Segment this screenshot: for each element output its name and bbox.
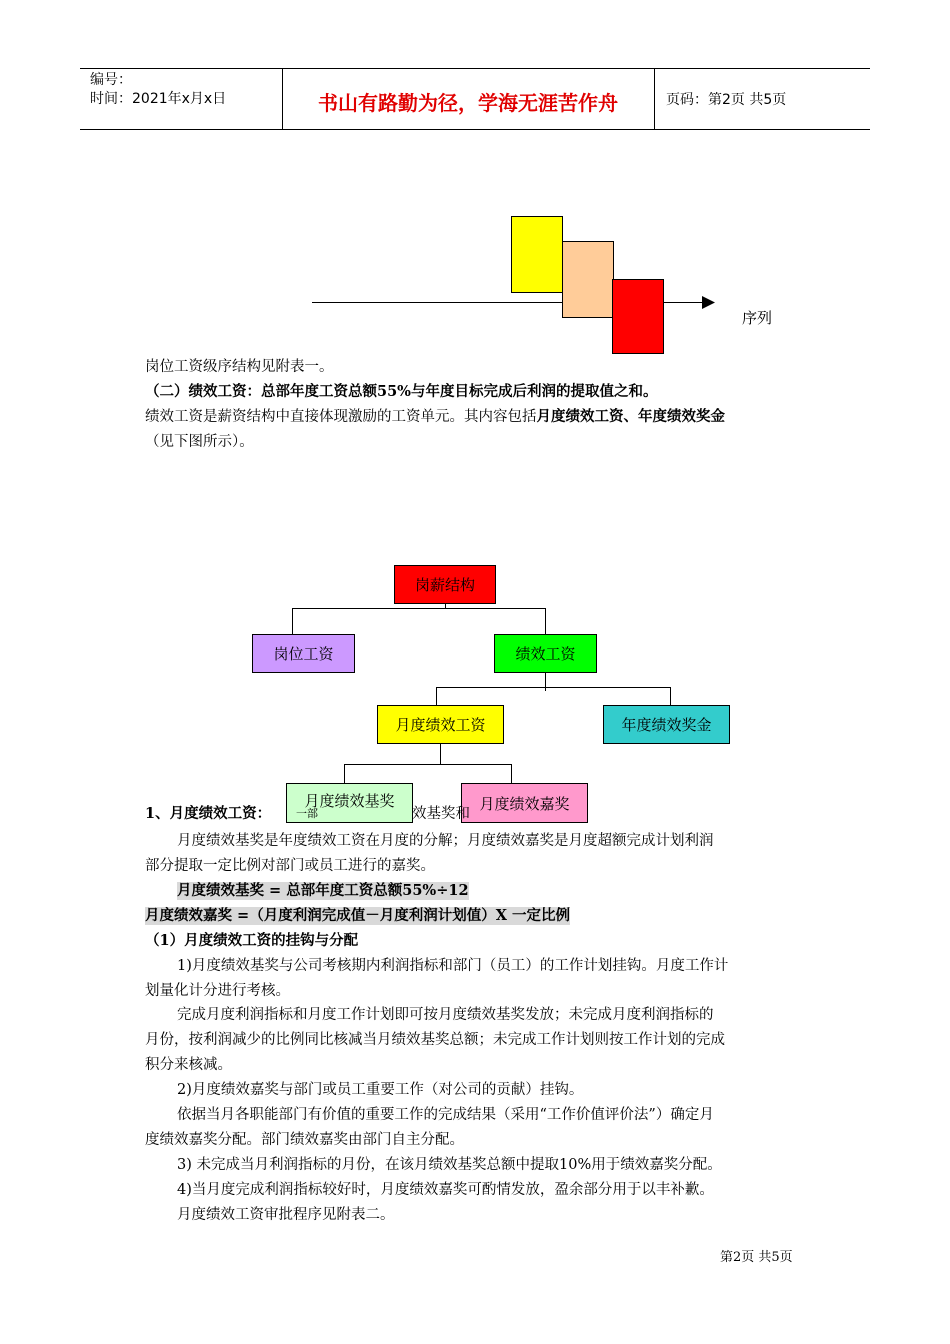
paragraph: 3) 未完成当月利润指标的月份，在该月绩效基奖总额中提取10%用于绩效嘉奖分配。 (177, 1157, 722, 1173)
bar-peach (562, 241, 614, 318)
axis-arrow-icon (702, 296, 716, 309)
connector (670, 687, 671, 705)
section-title-tail: 效基奖和 (412, 806, 470, 822)
paragraph: 月度绩效工资审批程序见附表二。 (177, 1207, 395, 1223)
paragraph: 度绩效嘉奖分配。部门绩效嘉奖由部门自主分配。 (145, 1132, 464, 1148)
text: 绩效工资是薪资结构中直接体现激励的工资单元。其内容包括 (145, 409, 537, 425)
connector (545, 608, 546, 634)
header-number: 编号： (90, 72, 132, 88)
bar-yellow (511, 216, 563, 293)
section-title: 1、月度绩效工资： (145, 805, 272, 822)
node-monthly-bonus: 月度绩效嘉奖 (461, 783, 588, 823)
connector (292, 608, 546, 609)
header-divider (654, 69, 655, 129)
header-motto: 书山有路勤为径，学海无涯苦作舟 (318, 91, 618, 115)
section-heading: （二）绩效工资：总部年度工资总额55%与年度目标完成后利润的提取值之和。 (145, 383, 658, 400)
header-time: 时间：2021年x月x日 (90, 91, 227, 107)
node-performance-salary: 绩效工资 (494, 634, 597, 673)
connector (545, 673, 546, 691)
subsection-title: （1）月度绩效工资的挂钩与分配 (145, 932, 359, 949)
paragraph: 1)月度绩效基奖与公司考核期内利润指标和部门（员工）的工作计划挂钩。月度工作计 (177, 958, 729, 974)
paragraph: 完成月度利润指标和月度工作计划即可按月度绩效基奖发放；未完成月度利润指标的 (177, 1007, 714, 1023)
axis-label: 序列 (742, 309, 773, 327)
connector (436, 687, 671, 688)
connector (440, 744, 441, 765)
node-post-salary: 岗位工资 (252, 634, 355, 673)
formula-base: 月度绩效基奖 = 总部年度工资总额55%÷12 (177, 882, 469, 899)
node-annual-bonus: 年度绩效奖金 (603, 705, 730, 744)
connector (344, 764, 512, 765)
node-monthly-base: 月度绩效基奖 (286, 783, 413, 823)
overlap-mark: 一部 (296, 807, 318, 820)
paragraph (145, 408, 725, 426)
formula-bonus: 月度绩效嘉奖 =（月度利润完成值－月度利润计划值）X 一定比例 (145, 907, 570, 924)
paragraph: （见下图所示）。 (145, 434, 254, 450)
paragraph: 2)月度绩效嘉奖与部门或员工重要工作（对公司的贡献）挂钩。 (177, 1082, 584, 1098)
paragraph: 月度绩效基奖是年度绩效工资在月度的分解；月度绩效嘉奖是月度超额完成计划利润 (177, 833, 714, 849)
paragraph: 岗位工资级序结构见附表一。 (145, 359, 334, 375)
node-monthly-salary: 月度绩效工资 (377, 705, 504, 744)
page-footer: 第2页 共5页 (720, 1250, 793, 1265)
connector (292, 608, 293, 634)
node-root: 岗薪结构 (394, 565, 496, 604)
header-meta (90, 71, 226, 109)
paragraph: 4)当月度完成利润指标较好时，月度绩效嘉奖可酌情发放，盈余部分用于以丰补歉。 (177, 1182, 714, 1198)
paragraph: 划量化计分进行考核。 (145, 983, 290, 999)
bar-red (612, 279, 664, 354)
paragraph: 积分来核减。 (145, 1057, 232, 1073)
connector (511, 764, 512, 784)
paragraph: 部分提取一定比例对部门或员工进行的嘉奖。 (145, 858, 435, 874)
connector (344, 764, 345, 784)
connector (436, 687, 437, 705)
paragraph: 月份，按利润减少的比例同比核减当月绩效基奖总额；未完成工作计划则按工作计划的完成 (145, 1032, 725, 1048)
header-page: 页码：第2页 共5页 (666, 92, 787, 108)
paragraph: 依据当月各职能部门有价值的重要工作的完成结果（采用“工作价值评价法”）确定月 (177, 1107, 714, 1123)
page-header (80, 68, 870, 130)
text-bold: 月度绩效工资、年度绩效奖金 (536, 408, 725, 425)
